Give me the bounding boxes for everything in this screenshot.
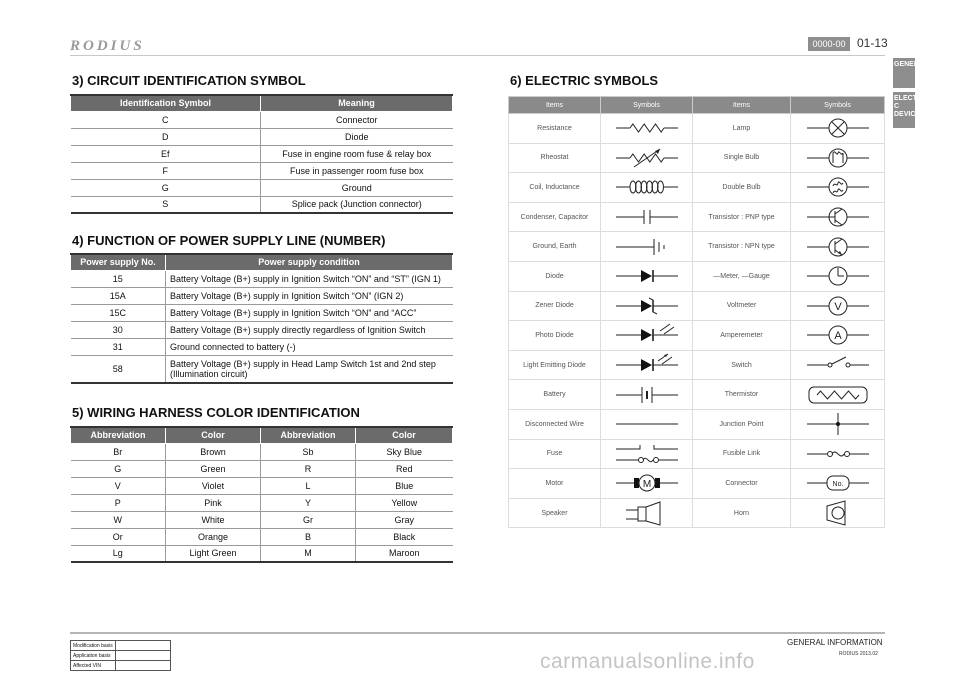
lamp-icon	[791, 115, 884, 141]
symbol-item-label: Horn	[693, 498, 791, 528]
mod-value	[115, 651, 170, 661]
table-row	[71, 477, 453, 494]
table-cell: Battery Voltage (B+) supply in Ignition Switch “ON” (IGN 2)	[166, 287, 453, 304]
symbol-item-label: Connector	[693, 469, 791, 499]
code-badge: 0000-00	[808, 37, 850, 51]
symbol-row	[509, 261, 885, 291]
table-cell: Battery Voltage (B+) supply in Head Lamp Switch 1st and 2nd step (Illumination circuit)	[166, 355, 453, 383]
symbol-cell	[791, 439, 885, 469]
led-icon	[601, 352, 692, 378]
table-row	[71, 511, 453, 528]
column-header: Symbols	[791, 97, 885, 114]
symbol-row	[509, 291, 885, 321]
battery-icon	[601, 382, 692, 408]
symbol-item-label: Battery	[509, 380, 601, 410]
switch-icon	[791, 352, 884, 378]
single-bulb-icon	[791, 145, 884, 171]
table-cell: Connector	[261, 111, 453, 128]
table-cell: Ground	[261, 179, 453, 196]
table-cell: Splice pack (Junction connector)	[261, 196, 453, 213]
footer-divider	[70, 632, 885, 634]
symbol-item-label: Junction Point	[693, 409, 791, 439]
symbol-cell	[601, 439, 693, 469]
table-row	[71, 270, 453, 287]
symbol-cell	[791, 232, 885, 262]
table-cell: Orange	[166, 528, 261, 545]
column-header: Abbreviation	[261, 427, 356, 443]
disconnected-wire-icon	[601, 411, 692, 437]
table-row	[71, 528, 453, 545]
meter-icon	[791, 263, 884, 289]
symbol-item-label: Fuse	[509, 439, 601, 469]
tab-electric-device[interactable]: ELECTRI C DEVICE	[893, 92, 915, 128]
rheostat-icon	[601, 145, 692, 171]
symbol-cell	[601, 409, 693, 439]
page-number: 01-13	[857, 36, 888, 50]
table-row	[71, 196, 453, 213]
symbol-cell	[791, 261, 885, 291]
table-cell: Br	[71, 443, 166, 460]
symbol-item-label: Resistance	[509, 114, 601, 144]
table-cell: G	[71, 179, 261, 196]
mod-label: Application basis	[71, 651, 116, 661]
table-cell: Lg	[71, 545, 166, 562]
voltmeter-icon	[791, 293, 884, 319]
symbol-cell	[601, 173, 693, 203]
symbol-item-label: Light Emitting Diode	[509, 350, 601, 380]
symbol-row	[509, 143, 885, 173]
modification-table	[70, 640, 171, 671]
table-cell: Y	[261, 494, 356, 511]
symbol-item-label: Photo Diode	[509, 321, 601, 351]
table-cell: C	[71, 111, 261, 128]
wiring-table	[70, 426, 453, 563]
table-row	[71, 460, 453, 477]
symbol-item-label: Coil, Inductance	[509, 173, 601, 203]
electric-section-title: 6) ELECTRIC SYMBOLS	[510, 73, 659, 88]
symbol-cell	[791, 114, 885, 144]
table-cell: Battery Voltage (B+) supply directly regardless of Ignition Switch	[166, 321, 453, 338]
table-row	[71, 111, 453, 128]
column-header: Identification Symbol	[71, 95, 261, 111]
table-cell: Light Green	[166, 545, 261, 562]
symbol-row	[509, 202, 885, 232]
symbol-cell	[601, 350, 693, 380]
coil-icon	[601, 174, 692, 200]
symbol-item-label: Rheostat	[509, 143, 601, 173]
watermark: carmanualsonline.info	[540, 650, 755, 673]
table-cell: 31	[71, 338, 166, 355]
table-cell: V	[71, 477, 166, 494]
symbol-item-label: Switch	[693, 350, 791, 380]
symbol-cell	[601, 143, 693, 173]
symbol-row	[509, 439, 885, 469]
symbol-item-label: Condenser, Capacitor	[509, 202, 601, 232]
table-row	[71, 545, 453, 562]
mod-value	[115, 661, 170, 671]
table-cell: B	[261, 528, 356, 545]
speaker-icon	[601, 500, 692, 526]
table-cell: L	[261, 477, 356, 494]
amperemeter-icon	[791, 322, 884, 348]
mod-value	[115, 641, 170, 651]
table-row	[71, 162, 453, 179]
table-row	[71, 321, 453, 338]
table-cell: Black	[356, 528, 453, 545]
table-cell: Battery Voltage (B+) supply in Ignition Switch “ON” and “ACC”	[166, 304, 453, 321]
symbol-cell	[601, 469, 693, 499]
column-header: Items	[693, 97, 791, 114]
symbol-item-label: Double Bulb	[693, 173, 791, 203]
header-divider	[70, 55, 885, 56]
symbol-cell	[601, 498, 693, 528]
table-row	[71, 145, 453, 162]
table-cell: White	[166, 511, 261, 528]
symbol-item-label: Ground, Earth	[509, 232, 601, 262]
symbol-cell	[791, 469, 885, 499]
junction-point-icon	[791, 411, 884, 437]
circuit-section-title: 3) CIRCUIT IDENTIFICATION SYMBOL	[72, 73, 306, 88]
pnp-transistor-icon	[791, 204, 884, 230]
fusible-link-icon	[791, 441, 884, 467]
symbol-row	[509, 114, 885, 144]
table-cell: Battery Voltage (B+) supply in Ignition Switch “ON” and “ST” (IGN 1)	[166, 270, 453, 287]
symbol-item-label: Amperemeter	[693, 321, 791, 351]
table-cell: P	[71, 494, 166, 511]
table-cell: Ground connected to battery (-)	[166, 338, 453, 355]
table-cell: W	[71, 511, 166, 528]
symbol-item-label: Transistor : PNP type	[693, 202, 791, 232]
table-cell: Sky Blue	[356, 443, 453, 460]
symbol-row	[509, 409, 885, 439]
svg-text:V: V	[833, 300, 842, 313]
table-row	[71, 338, 453, 355]
table-cell: Blue	[356, 477, 453, 494]
table-row	[71, 443, 453, 460]
tab-general[interactable]: GENERAL	[893, 58, 915, 88]
symbol-cell	[601, 321, 693, 351]
thermistor-icon	[791, 382, 884, 408]
symbol-row	[509, 380, 885, 410]
symbol-row	[509, 498, 885, 528]
table-cell: Fuse in engine room fuse & relay box	[261, 145, 453, 162]
symbol-cell	[601, 202, 693, 232]
symbol-row	[509, 173, 885, 203]
table-cell: 58	[71, 355, 166, 383]
capacitor-icon	[601, 204, 692, 230]
table-cell: Or	[71, 528, 166, 545]
symbol-cell	[791, 498, 885, 528]
table-cell: D	[71, 128, 261, 145]
symbol-row	[509, 232, 885, 262]
column-header: Power supply No.	[71, 254, 166, 270]
column-header: Color	[166, 427, 261, 443]
symbol-cell	[601, 232, 693, 262]
symbol-cell	[791, 143, 885, 173]
table-cell: M	[261, 545, 356, 562]
symbol-item-label: Speaker	[509, 498, 601, 528]
resistor-icon	[601, 115, 692, 141]
footer-edition: RODIUS 2013.02	[839, 651, 878, 657]
mod-label: Modification basis	[71, 641, 116, 651]
symbol-item-label: Motor	[509, 469, 601, 499]
table-cell: Ef	[71, 145, 261, 162]
symbol-cell	[791, 350, 885, 380]
column-header: Abbreviation	[71, 427, 166, 443]
table-row	[71, 128, 453, 145]
symbol-cell	[601, 380, 693, 410]
table-row	[71, 287, 453, 304]
brand-logo: RODIUS	[70, 38, 145, 54]
symbol-cell	[791, 380, 885, 410]
fuse-icon	[601, 441, 692, 467]
motor-icon	[601, 470, 692, 496]
symbol-item-label: Disconnected Wire	[509, 409, 601, 439]
table-row	[71, 355, 453, 383]
table-cell: Violet	[166, 477, 261, 494]
table-cell: 30	[71, 321, 166, 338]
symbol-item-label: Fusible Link	[693, 439, 791, 469]
electric-symbols-table	[508, 96, 885, 528]
mod-label: Affected VIN	[71, 661, 116, 671]
svg-text:A: A	[833, 330, 842, 343]
table-cell: F	[71, 162, 261, 179]
table-row	[71, 494, 453, 511]
column-header: Symbols	[601, 97, 693, 114]
symbol-item-label: Diode	[509, 261, 601, 291]
symbol-row	[509, 469, 885, 499]
wiring-section-title: 5) WIRING HARNESS COLOR IDENTIFICATION	[72, 405, 360, 420]
table-cell: R	[261, 460, 356, 477]
power-section-title: 4) FUNCTION OF POWER SUPPLY LINE (NUMBER)	[72, 233, 386, 248]
symbol-cell	[791, 202, 885, 232]
column-header: Items	[509, 97, 601, 114]
table-cell: Pink	[166, 494, 261, 511]
symbol-cell	[601, 291, 693, 321]
table-cell: Fuse in passenger room fuse box	[261, 162, 453, 179]
table-cell: G	[71, 460, 166, 477]
table-row	[71, 179, 453, 196]
svg-text:M: M	[642, 479, 651, 491]
ground-icon	[601, 234, 692, 260]
table-cell: Brown	[166, 443, 261, 460]
symbol-cell	[791, 173, 885, 203]
diode-icon	[601, 263, 692, 289]
symbol-item-label: Thermistor	[693, 380, 791, 410]
symbol-cell	[791, 291, 885, 321]
table-cell: 15C	[71, 304, 166, 321]
table-cell: Red	[356, 460, 453, 477]
table-cell: Yellow	[356, 494, 453, 511]
photo-diode-icon	[601, 322, 692, 348]
table-cell: S	[71, 196, 261, 213]
table-cell: Gray	[356, 511, 453, 528]
double-bulb-icon	[791, 174, 884, 200]
connector-icon	[791, 470, 884, 496]
power-table	[70, 253, 453, 384]
table-cell: Green	[166, 460, 261, 477]
symbol-cell	[791, 321, 885, 351]
symbol-item-label: —Meter, —Gauge	[693, 261, 791, 291]
svg-text:No.: No.	[832, 481, 843, 489]
column-header: Meaning	[261, 95, 453, 111]
symbol-item-label: Transistor : NPN type	[693, 232, 791, 262]
column-header: Power supply condition	[166, 254, 453, 270]
symbol-item-label: Lamp	[693, 114, 791, 144]
footer-title: GENERAL INFORMATION	[787, 638, 883, 647]
circuit-table	[70, 94, 453, 214]
table-cell: 15A	[71, 287, 166, 304]
symbol-cell	[791, 409, 885, 439]
zener-diode-icon	[601, 293, 692, 319]
symbol-row	[509, 350, 885, 380]
horn-icon	[791, 500, 884, 526]
symbol-cell	[601, 261, 693, 291]
table-cell: Diode	[261, 128, 453, 145]
symbol-item-label: Zener Diode	[509, 291, 601, 321]
table-cell: 15	[71, 270, 166, 287]
column-header: Color	[356, 427, 453, 443]
symbol-item-label: Voltmeter	[693, 291, 791, 321]
symbol-cell	[601, 114, 693, 144]
table-cell: Maroon	[356, 545, 453, 562]
table-cell: Sb	[261, 443, 356, 460]
table-cell: Gr	[261, 511, 356, 528]
npn-transistor-icon	[791, 234, 884, 260]
table-row	[71, 304, 453, 321]
symbol-row	[509, 321, 885, 351]
symbol-item-label: Single Bulb	[693, 143, 791, 173]
